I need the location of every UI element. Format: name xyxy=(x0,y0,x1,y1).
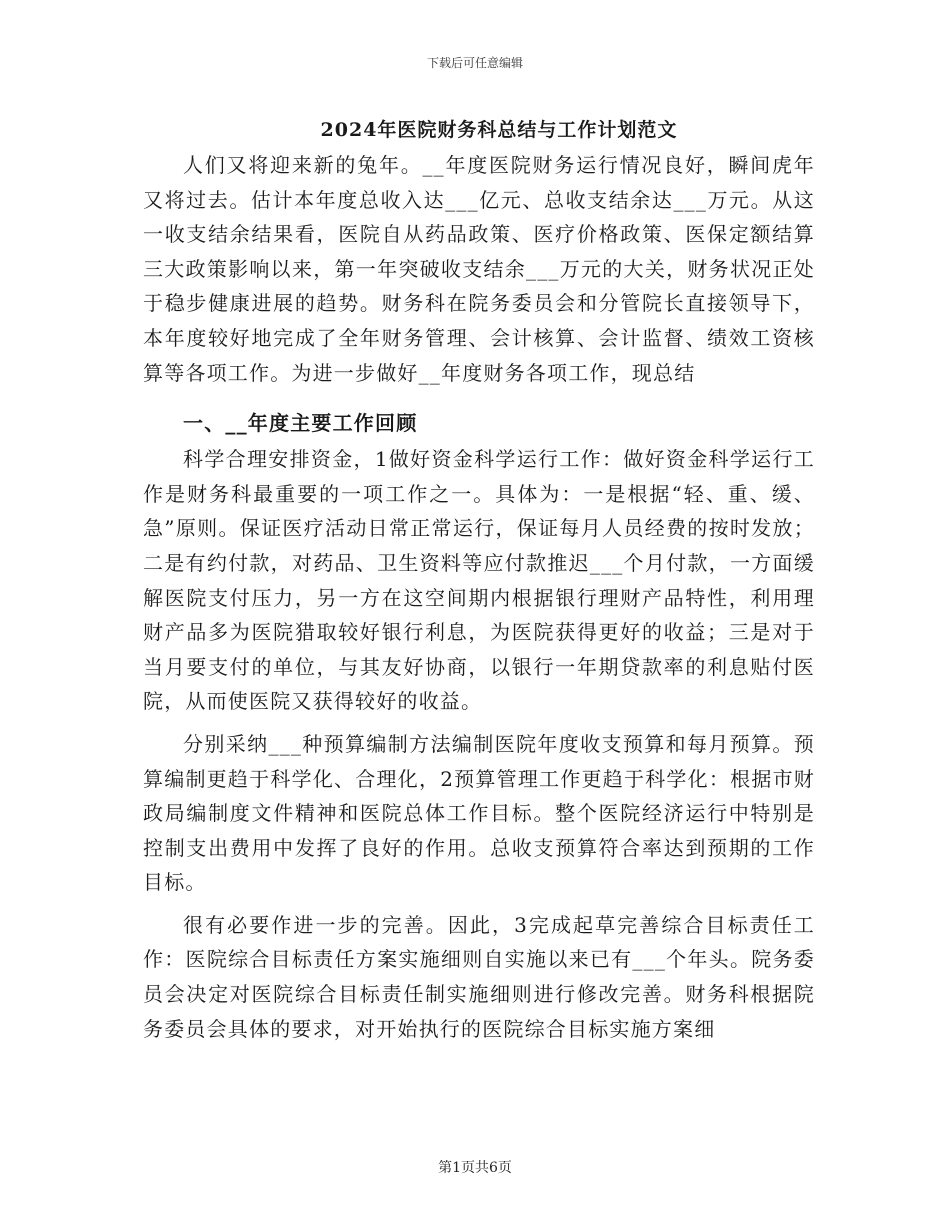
spacer xyxy=(143,719,815,727)
document-title: 2024年医院财务科总结与工作计划范文 xyxy=(320,119,678,141)
paragraph-fund-management: 科学合理安排资金，1做好资金科学运行工作：做好资金科学运行工作是财务科最重要的一项工作之一。具体为：一是根据“轻、重、缓、急”原则。保证医疗活动日常正常运行，保证每月人员经费的按时发放；二是有约付款，对药品、卫生资料等应付款推迟___个月付款，一方面缓解医院支付压力，另一方在这空间期内根据银行理财产品特性，利用理财产品多为医院猎取较好银行利息，为医院获得更好的收益；三是对于当月要支付的单位，与其友好协商，以银行一年期贷款率的利息贴付医院，从而使医院又获得较好的收益。 xyxy=(143,447,815,714)
page-header-note: 下载后可任意编辑 xyxy=(426,56,523,70)
section-heading: 一、__年度主要工作回顾 xyxy=(183,411,418,436)
page-number: 第1页共6页 xyxy=(438,1160,512,1176)
paragraph-target-responsibility: 很有必要作进一步的完善。因此，3完成起草完善综合目标责任工作：医院综合目标责任方案实施细则自实施以来已有___个年头。院务委员会决定对医院综合目标责任制实施细则进行修改完善。财务科根据院务委员会具体的要求，对开始执行的医院综合目标实施方案细 xyxy=(143,912,815,1041)
paragraph-budget-management: 分别采纳___种预算编制方法编制医院年度收支预算和每月预算。预算编制更趋于科学化、合理化，2预算管理工作更趋于科学化：根据市财政局编制度文件精神和医院总体工作目标。整个医院经济运行中特别是控制支出费用中发挥了良好的作用。总收支预算符合率达到预期的工作目标。 xyxy=(143,731,815,895)
document-body xyxy=(143,112,815,1046)
spacer xyxy=(143,390,815,398)
intro-paragraph: 人们又将迎来新的兔年。__年度医院财务运行情况良好，瞬间虎年又将过去。估计本年度总收入达___亿元、总收支结余达___万元。从这一收支结余结果看，医院自从药品政策、医疗价格政策、医保定额结算三大政策影响以来，第一年突破收支结余___万元的大关，财务状况正处于稳步健康进展的趋势。财务科在院务委员会和分管院长直接领导下，本年度较好地完成了全年财务管理、会计核算、会计监督、绩效工资核算等各项工作。为进一步做好__年度财务各项工作，现总结 xyxy=(143,153,815,385)
spacer xyxy=(143,900,815,908)
